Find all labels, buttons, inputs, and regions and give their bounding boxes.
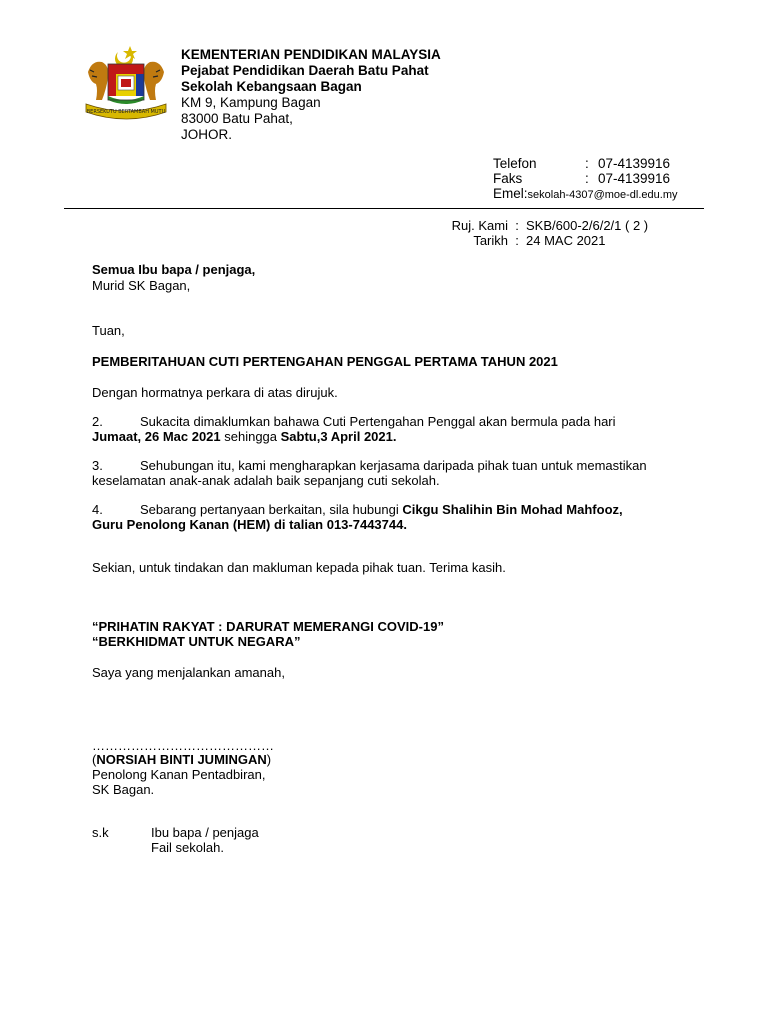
fax-separator: : xyxy=(585,171,589,186)
holiday-start-date: Jumaat, 26 Mac 2021 xyxy=(92,429,221,444)
ministry-name: KEMENTERIAN PENDIDIKAN MALAYSIA xyxy=(181,47,441,62)
fax-value: 07-4139916 xyxy=(598,171,671,186)
district-office-name: Pejabat Pendidikan Daerah Batu Pahat xyxy=(181,63,429,78)
phone-separator: : xyxy=(585,156,589,171)
date-row xyxy=(432,233,648,248)
letterhead xyxy=(181,47,441,143)
paragraph-2-number: 2. xyxy=(92,414,103,429)
recipient-line-1: Semua Ibu bapa / penjaga, xyxy=(92,262,256,277)
reference-label: Ruj. Kami xyxy=(451,218,508,233)
paragraph-2 xyxy=(92,414,672,444)
paragraph-4-text: Sebarang pertanyaan berkaitan, sila hubungi xyxy=(140,502,403,517)
email-value: sekolah-4307@moe-dl.edu.my xyxy=(527,189,678,201)
paragraph-3-text-1: Sehubungan itu, kami mengharapkan kerjasama daripada pihak tuan untuk memastikan xyxy=(140,458,647,473)
paragraph-2-connector: sehingga xyxy=(220,429,281,444)
address-line-3: JOHOR. xyxy=(181,127,233,142)
closing-line: Sekian, untuk tindakan dan makluman kepada pihak tuan. Terima kasih. xyxy=(92,560,506,575)
fax-row xyxy=(493,171,677,186)
signatory-name-line xyxy=(92,752,271,767)
contact-person-name: Cikgu Shalihin Bin Mohad Mahfooz, xyxy=(402,502,623,517)
phone-label: Telefon xyxy=(493,156,537,171)
phone-row xyxy=(493,156,677,171)
reference-separator: : xyxy=(515,218,519,233)
slogan-1: “PRIHATIN RAKYAT : DARURAT MEMERANGI COVID-19” xyxy=(92,619,444,634)
paragraph-4 xyxy=(92,502,672,532)
cc-item-1: Ibu bapa / penjaga xyxy=(151,825,259,840)
email-row xyxy=(493,186,677,201)
recipient-line-2: Murid SK Bagan, xyxy=(92,278,191,293)
salutation: Tuan, xyxy=(92,323,125,338)
fax-label: Faks xyxy=(493,171,523,186)
date-value: 24 MAC 2021 xyxy=(526,233,606,248)
contact-block xyxy=(493,156,677,201)
name-close-paren: ) xyxy=(266,752,272,767)
signature-dots: …………………………………… xyxy=(92,738,274,753)
holiday-end-date: Sabtu,3 April 2021. xyxy=(280,429,397,444)
header-divider xyxy=(64,208,704,209)
cc-label: s.k xyxy=(92,825,109,840)
malaysia-coat-of-arms-icon xyxy=(80,42,172,120)
contact-person-role: Guru Penolong Kanan (HEM) di talian 013-7443744. xyxy=(92,517,407,532)
address-line-2: 83000 Batu Pahat, xyxy=(181,111,293,126)
cc-item-2: Fail sekolah. xyxy=(151,840,224,855)
date-label: Tarikh xyxy=(473,233,508,248)
reference-value: SKB/600-2/6/2/1 ( 2 ) xyxy=(526,218,649,233)
trust-line: Saya yang menjalankan amanah, xyxy=(92,665,285,680)
phone-value: 07-4139916 xyxy=(598,156,671,171)
signatory-name: NORSIAH BINTI JUMINGAN xyxy=(96,752,267,767)
reference-block xyxy=(432,218,648,248)
intro-paragraph: Dengan hormatnya perkara di atas dirujuk. xyxy=(92,385,338,400)
paragraph-4-number: 4. xyxy=(92,502,103,517)
subject-line: PEMBERITAHUAN CUTI PERTENGAHAN PENGGAL PERTAMA TAHUN 2021 xyxy=(92,354,558,369)
signatory-org: SK Bagan. xyxy=(92,782,155,797)
school-name: Sekolah Kebangsaan Bagan xyxy=(181,79,362,94)
address-line-1: KM 9, Kampung Bagan xyxy=(181,95,321,110)
paragraph-2-text: Sukacita dimaklumkan bahawa Cuti Pertengahan Penggal akan bermula pada hari xyxy=(140,414,616,429)
svg-text:BERSEKUTU BERTAMBAH MUTU: BERSEKUTU BERTAMBAH MUTU xyxy=(86,109,166,115)
name-open-paren: ( xyxy=(92,752,97,767)
paragraph-3 xyxy=(92,458,672,488)
email-label: Emel: xyxy=(493,186,528,201)
signatory-title: Penolong Kanan Pentadbiran, xyxy=(92,767,266,782)
date-separator: : xyxy=(515,233,519,248)
reference-row xyxy=(432,218,648,233)
paragraph-3-text-2: keselamatan anak-anak adalah baik sepanjang cuti sekolah. xyxy=(92,473,440,488)
slogan-2: “BERKHIDMAT UNTUK NEGARA” xyxy=(92,634,301,649)
paragraph-3-number: 3. xyxy=(92,458,103,473)
